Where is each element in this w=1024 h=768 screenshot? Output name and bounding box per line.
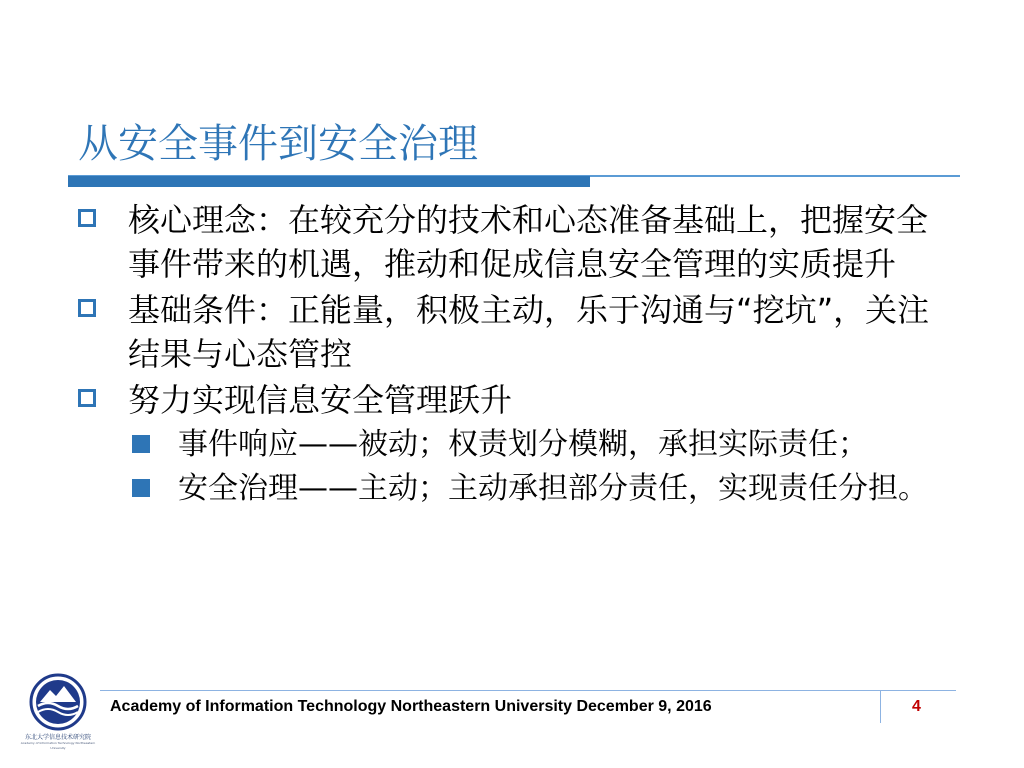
logo-caption	[14, 734, 102, 751]
title-underline-thick	[68, 176, 590, 187]
footer-divider	[880, 691, 881, 723]
slide-content	[78, 198, 958, 512]
logo-caption-cn: 东北大学信息技术研究院	[24, 734, 91, 741]
sub-bullet-security-governance	[78, 468, 958, 510]
bullet-core-concept	[78, 198, 958, 286]
bullet-basic-conditions	[78, 288, 958, 376]
slide-title: 从安全事件到安全治理	[78, 121, 478, 167]
footer-text: Academy of Information Technology Northeastern University December 9, 2016	[110, 698, 712, 715]
filled-square-bullet-icon	[132, 435, 150, 453]
logo-caption-en: Academy of Information Technology Northeastern University	[20, 741, 96, 750]
sub-bullet-text: 安全治理——主动；主动承担部分责任，实现责任分担。	[178, 471, 928, 506]
footer-rule	[100, 690, 956, 691]
bullet-text: 努力实现信息安全管理跃升	[128, 381, 513, 419]
sub-bullet-incident-response	[78, 424, 958, 466]
hollow-square-bullet-icon	[78, 209, 96, 227]
bullet-text: 核心理念：在较充分的技术和心态准备基础上，把握安全事件带来的机遇，推动和促成信息安全管理的实质提升	[128, 201, 929, 283]
page-number: 4	[912, 698, 921, 715]
hollow-square-bullet-icon	[78, 299, 96, 317]
hollow-square-bullet-icon	[78, 389, 96, 407]
filled-square-bullet-icon	[132, 479, 150, 497]
bullet-text: 基础条件：正能量，积极主动，乐于沟通与“挖坑”，关注结果与心态管控	[128, 291, 930, 373]
bullet-management-leap	[78, 378, 958, 422]
sub-bullet-text: 事件响应——被动；权责划分模糊，承担实际责任；	[178, 427, 868, 462]
